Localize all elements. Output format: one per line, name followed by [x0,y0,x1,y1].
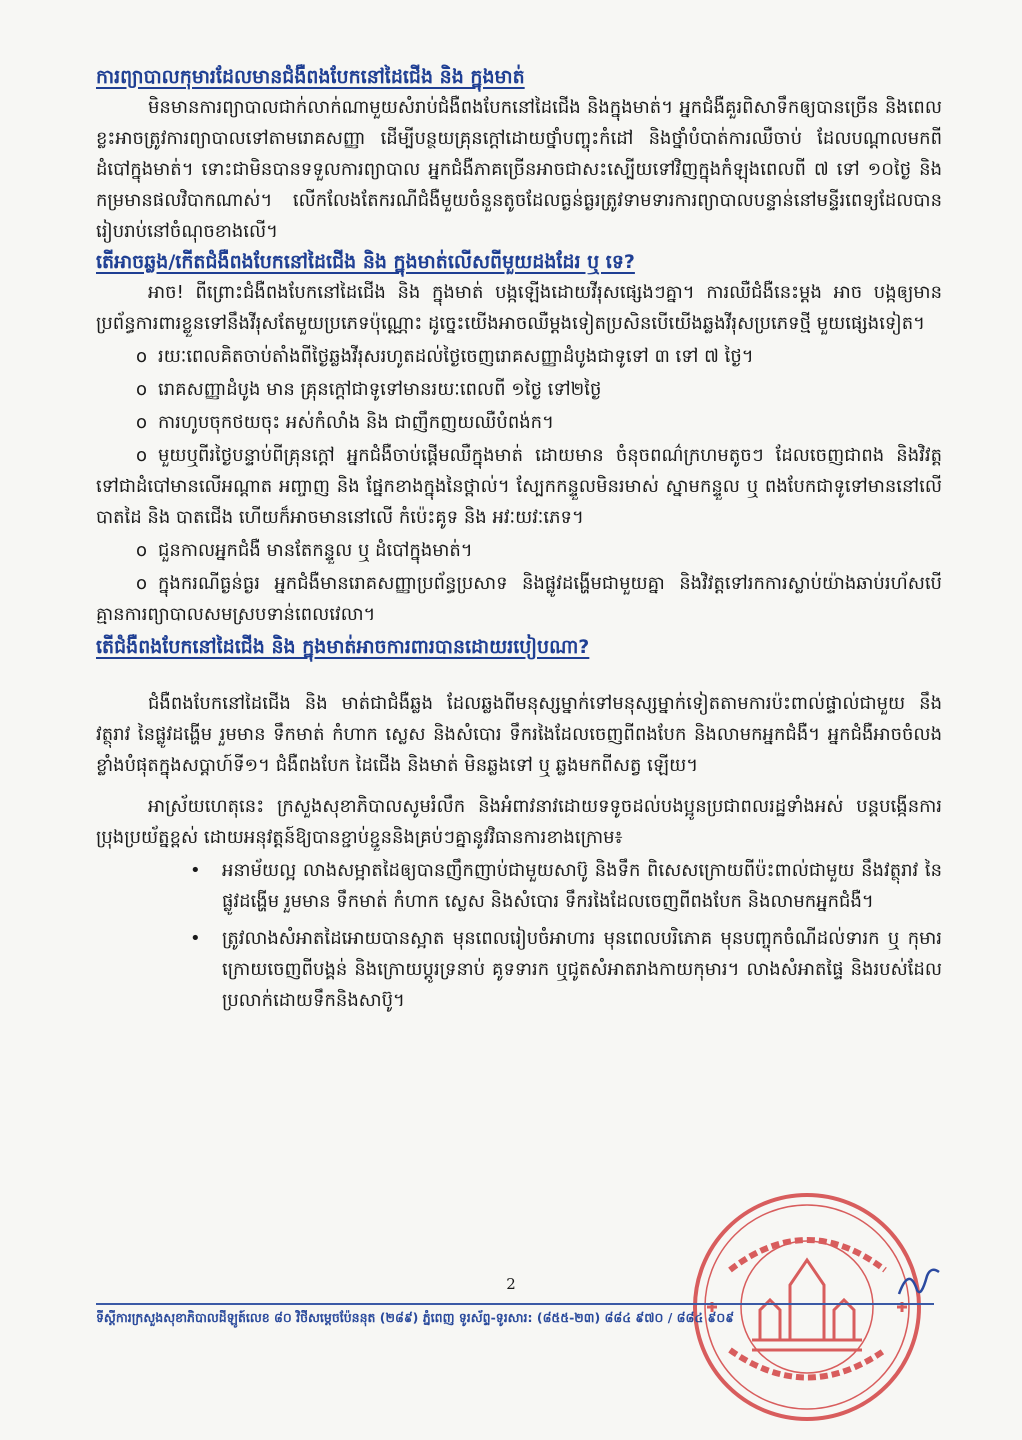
prevention-list [96,855,942,1016]
footer-address: ទីស្តីការក្រសួងសុខាភិបាលដីឡូត៍លេខ ៨០ វិថីសម្តេចប៉ែននុត (២៨៩) ភ្នំពេញ ទូរស័ព្ទ-ទូរសារ: (៨៥៥-២៣) ៨៨៤ ៩៧០ / ៨៨៤ ៩០៩ [96,1310,735,1325]
list-item-text: ក្នុងករណីធ្ងន់ធ្ងរ អ្នកជំងឺមានរោគសញ្ញាប្រព័ន្ធប្រសាទ និងផ្លូវដង្ហើមជាមួយគ្នា និងវិវត្តទៅរកការស្លាប់យ៉ាងឆាប់រហ័សបើគ្មានការព្យាបាលសមស្របទាន់ពេលវេលា។ [96,573,942,625]
section2-heading: តើអាចឆ្លង/កើតជំងឺពងបែកនៅដៃជើង និង ក្នុងមាត់លើសពីមួយដងដែរ ឬ ទេ? [96,251,635,273]
circle-marker: o [136,573,148,594]
list-item-text: អនាម័យល្អ លាងសម្អាតដៃឲ្យបានញឹកញាប់ជាមួយសាប៊ូ និងទឹក ពិសេសក្រោយពីប៉ះពាល់ជាមួយ នឹងវត្ថុរាវ នៃផ្លូវដង្ហើម រួមមាន ទឹកមាត់ កំហាក ស្លេស និងសំបោរ ទឹករងៃដែលចេញពីពងបែក និងលាមកអ្នកជំងឺ។ [222,860,942,912]
list-item [96,341,942,372]
list-item-text: រយៈពេលគិតចាប់តាំងពីថ្ងៃឆ្លងវីរុសរហូតដល់ថ្ងៃចេញរោគសញ្ញាដំបូងជាទូទៅ ៣ ទៅ ៧ ថ្ងៃ។ [158,346,754,367]
symptom-list [96,341,942,630]
section3-paragraph-1: ជំងឺពងបែកនៅដៃជើង និង មាត់ជាជំងឺឆ្លង ដែលឆ្លងពីមនុស្សម្នាក់ទៅមនុស្សម្នាក់ទៀតតាមការប៉ះពាល់ផ្ទាល់ជាមួយ នឹងវត្ថុរាវ នៃផ្លូវដង្ហើម រួមមាន ទឹកមាត់ កំហាក ស្លេស និងសំបោរ ទឹករងៃដែលចេញពីពងបែក និងលាមកអ្នកជំងឺ។ អ្នកជំងឺអាចចំលងខ្លាំងបំផុតក្នុងសប្តាហ៍ទី១។ ជំងឺពងបែក ដៃជើង និងមាត់ មិនឆ្លងទៅ ឬ ឆ្លងមកពីសត្វ ឡើយ។ [96,693,942,776]
section2-paragraph: អាច! ពីព្រោះជំងឺពងបែកនៅដៃជើង និង ក្នុងមាត់ បង្កឡើងដោយវីរុសផ្សេងៗគ្នា។ ការឈឺជំងឺនេះម្តង អាច បង្កឲ្យមាន ប្រព័ន្ធការពារខ្លួនទៅនឹងវីរុសតែមួយប្រភេទប៉ុណ្ណោះ ដូច្នេះយើងអាចឈឺម្តងទៀតប្រសិនបើយើងឆ្លងវីរុសប្រភេទថ្មី មួយផ្សេងទៀត។ [96,282,942,334]
list-item-text: ជួនកាលអ្នកជំងឺ មានតែកន្ទួល ឬ ដំបៅក្នុងមាត់។ [158,540,473,561]
list-item-text: រោគសញ្ញាដំបូង មាន គ្រុនក្តៅជាទូទៅមានរយៈពេលពី ១ថ្ងៃ ទៅ២ថ្ងៃ [158,379,602,400]
circle-marker: o [136,412,148,433]
ministry-seal-stamp [690,1190,925,1425]
list-item-text: ការហូបចុកថយចុះ អស់កំលាំង និង ជាញឹកញយឈឺបំពង់ក។ [158,412,554,433]
page-number: 2 [506,1275,516,1293]
circle-marker: o [136,540,148,561]
list-item [96,535,942,566]
section3-paragraph-2: អាស្រ័យហេតុនេះ ក្រសួងសុខាភិបាលសូមរំលឹក និងអំពាវនាវដោយទទូចដល់បងប្អូនប្រជាពលរដ្ឋទាំងអស់ បន្តបង្កើនការប្រុងប្រយ័ត្នខ្ពស់ ដោយអនុវត្តន៍ឱ្យបានខ្ជាប់ខ្ជួននិងគ្រប់ៗគ្នានូវវិធានការខាងក្រោម៖ [96,796,942,848]
list-item [96,440,942,533]
circle-marker: o [136,346,148,367]
list-item [96,568,942,630]
bullet-marker: • [190,860,201,881]
list-item [96,855,942,917]
list-item-text: មួយឬពីរថ្ងៃបន្ទាប់ពីគ្រុនក្តៅ អ្នកជំងឺចាប់ផ្តើមឈឺក្នុងមាត់ ដោយមាន ចំនុចពណ៌ក្រហមតូចៗ ដែលចេញជាពង និងវិវត្តទៅជាដំបៅមានលើអណ្តាត អញ្ចាញ និង ផ្នែកខាងក្នុងនៃថ្ពាល់។ ស្បែកកន្ទួលមិនរមាស់ ស្នាមកន្ទួល ឬ ពងបែកជាទូទៅមាននៅលើបាតដៃ និង បាតជើង ហើយក៏អាចមាននៅលើ កំប៉េះគូទ និង អវៈយវៈភេទ។ [96,445,942,528]
page-content [96,62,942,1022]
bullet-marker: • [190,928,201,949]
list-item [96,923,942,1016]
circle-marker: o [136,445,148,466]
list-item [96,374,942,405]
section1-heading: ការព្យាបាលកុមារដែលមានជំងឺពងបែកនៅដៃជើង និង ក្នុងមាត់ [96,66,525,88]
section1-paragraph: មិនមានការព្យាបាលជាក់លាក់ណាមួយសំរាប់ជំងឺពងបែកនៅដៃជើង និងក្នុងមាត់។ អ្នកជំងឺគួរពិសាទឹកឲ្យបានច្រើន និងពេលខ្លះអាចត្រូវការព្យាបាលទៅតាមរោគសញ្ញា ដើម្បីបន្ថយគ្រុនក្តៅដោយថ្នាំបញ្ចុះកំដៅ និងថ្នាំបំបាត់ការឈឺចាប់ ដែលបណ្ដាលមកពីដំបៅក្នុងមាត់។ ទោះជាមិនបានទទួលការព្យាបាល អ្នកជំងឺភាគច្រើនអាចជាសះស្បើយទៅវិញក្នុងកំឡុងពេលពី ៧ ទៅ ១០ថ្ងៃ និងកម្រមានផលវិបាកណាស់។ លើកលែងតែករណីជំងឺមួយចំនួនតូចដែលធ្ងន់ធ្ងរត្រូវទាមទារការព្យាបាលបន្ទាន់នៅមន្ទីរពេទ្យដែលបានរៀបរាប់នៅចំណុចខាងលើ។ [96,97,942,242]
list-item [96,407,942,438]
circle-marker: o [136,379,148,400]
list-item-text: ត្រូវលាងសំអាតដៃអោយបានស្អាត មុនពេលរៀបចំអាហារ មុនពេលបរិភោគ មុនបញ្ចុកចំណីដល់ទារក ឬ កុមារ ក្រោយចេញពីបង្គន់ និងក្រោយប្តូរទ្រនាប់ គូទទារក ឬជូតសំអាតរាងកាយកុមារ។ លាងសំអាតផ្ទៃ និងរបស់ដែលប្រលាក់ដោយទឹកនិងសាប៊ូ។ [222,928,942,1011]
footer-divider [96,1303,934,1305]
section3-heading: តើជំងឺពងបែកនៅដៃជើង និង ក្នុងមាត់អាចការពារបានដោយរបៀបណា? [96,636,590,658]
